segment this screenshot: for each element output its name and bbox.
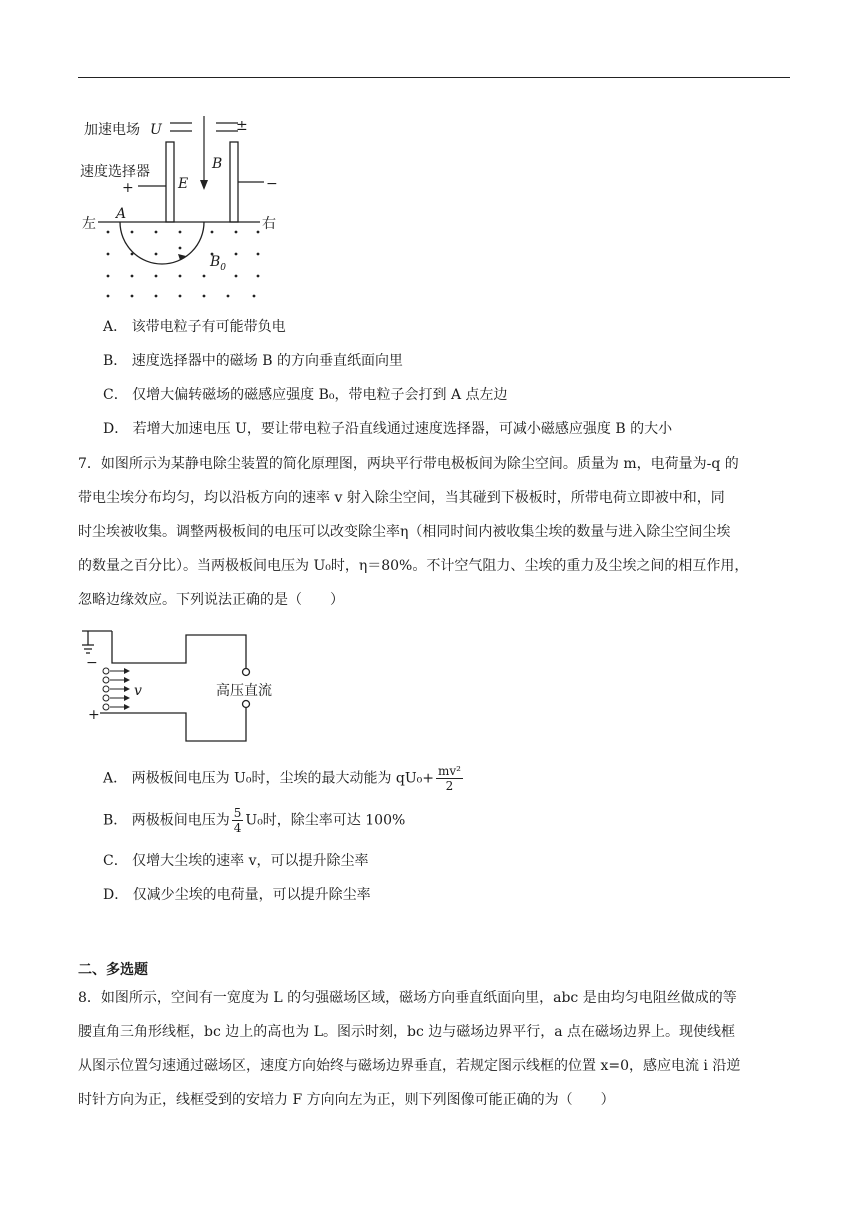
q7-option-c: C． 仅增大尘埃的速率 v，可以提升除尘率 bbox=[103, 853, 369, 869]
lower-plate-circuit bbox=[100, 707, 246, 741]
arrow-head-icons bbox=[124, 668, 130, 710]
field-b0-label: $B_0$ bbox=[210, 254, 227, 273]
q8-line-4: 时针方向为正，线框受到的安培力 F 方向向左为正，则下列图像可能正确的为（ ） bbox=[78, 1092, 615, 1108]
field-b-label: B bbox=[212, 156, 223, 172]
q8-line-1: 8．如图所示，空间有一宽度为 L 的匀强磁场区域，磁场方向垂直纸面向里，abc 是由均匀电阻丝做成的等 bbox=[78, 990, 737, 1006]
header-rule bbox=[78, 77, 790, 78]
right-label: 右 bbox=[262, 216, 276, 232]
upper-terminal bbox=[243, 669, 250, 676]
fraction-5-over-4: $\frac{5}{4}$ bbox=[233, 806, 242, 835]
down-arrow-icon bbox=[200, 180, 208, 190]
fraction-mv2-over-2: $\frac{\text{mv²}}{2}$ bbox=[438, 764, 461, 793]
q8-line-2: 腰直角三角形线框，bc 边上的高也为 L。图示时刻，bc 边与磁场边界平行，a 点在磁场边界上。现使线框 bbox=[78, 1024, 736, 1040]
field-e-label: E bbox=[178, 176, 189, 192]
q6-option-c: C． 仅增大偏转磁场的磁感应强度 B₀，带电粒子会打到 A 点左边 bbox=[103, 387, 508, 403]
left-label: 左 bbox=[82, 216, 96, 232]
accel-voltage-var: U bbox=[150, 122, 162, 138]
upper-plate-circuit bbox=[112, 631, 246, 669]
q7-line-3: 时尘埃被收集。调整两极板间的电压可以改变除尘率η（相同时间内被收集尘埃的数量与进入除尘空间尘埃 bbox=[78, 524, 731, 540]
velocity-label: v bbox=[134, 683, 142, 699]
q8-line-3: 从图示位置匀速通过磁场区，速度方向始终与磁场边界垂直，若规定图示线框的位置 x=0，感应电流 i 沿逆 bbox=[78, 1058, 741, 1074]
q7-line-4: 的数量之百分比）。当两极板间电压为 U₀时，η＝80%。不计空气阻力、尘埃的重力及尘埃之间的相互作用， bbox=[78, 558, 749, 574]
hv-dc-supply-label: 高压直流 bbox=[216, 683, 272, 699]
q7-line-1: 7．如图所示为某静电除尘装置的简化原理图，两块平行带电极板间为除尘空间。质量为 m，电荷量为-q 的 bbox=[78, 456, 739, 472]
q6-option-b: B． 速度选择器中的磁场 B 的方向垂直纸面向里 bbox=[103, 353, 403, 369]
q7-option-b: B． 两极板间电压为 $\frac{5}{4}$ U₀时，除尘率可达 100% bbox=[103, 806, 406, 835]
semicircle-trajectory bbox=[120, 222, 204, 264]
lower-terminal bbox=[243, 701, 250, 708]
mass-spectrometer-figure bbox=[78, 108, 278, 308]
q7-line-2: 带电尘埃分布均匀，均以沿板方向的速率 v 射入除尘空间，当其碰到下极板时，所带电荷立即被中和，同 bbox=[78, 490, 725, 506]
q7-option-d: D． 仅减少尘埃的电荷量，可以提升除尘率 bbox=[103, 887, 371, 903]
point-a-label: A bbox=[116, 206, 127, 222]
dust-particles bbox=[103, 668, 109, 710]
magnetic-field-dots bbox=[107, 231, 260, 298]
plate-plus-sign: + bbox=[88, 707, 100, 723]
selector-plus-sign: + bbox=[122, 180, 134, 196]
q6-option-a: A． 该带电粒子有可能带负电 bbox=[103, 319, 286, 335]
plate-minus-sign: − bbox=[86, 655, 98, 671]
selector-plate-right bbox=[230, 142, 238, 222]
selector-plate-left bbox=[166, 142, 174, 222]
q6-option-d: D． 若增大加速电压 U，要让带电粒子沿直线通过速度选择器，可减小磁感应强度 B 的大小 bbox=[103, 421, 673, 437]
q7-option-a: A． 两极板间电压为 U₀时，尘埃的最大动能为 qU₀+ $\frac{\text{mv²}}{2}$ bbox=[103, 764, 461, 793]
selector-minus-sign: − bbox=[266, 176, 278, 192]
q7-line-5: 忽略边缘效应。下列说法正确的是（ ） bbox=[78, 592, 344, 608]
plus-minus-sign: ± bbox=[236, 118, 248, 134]
section-heading: 二、多选题 bbox=[78, 962, 148, 978]
velocity-selector-label: 速度选择器 bbox=[80, 164, 150, 180]
velocity-arrows bbox=[110, 671, 126, 707]
precipitator-figure bbox=[80, 625, 280, 750]
accel-field-label: 加速电场 bbox=[84, 122, 140, 138]
